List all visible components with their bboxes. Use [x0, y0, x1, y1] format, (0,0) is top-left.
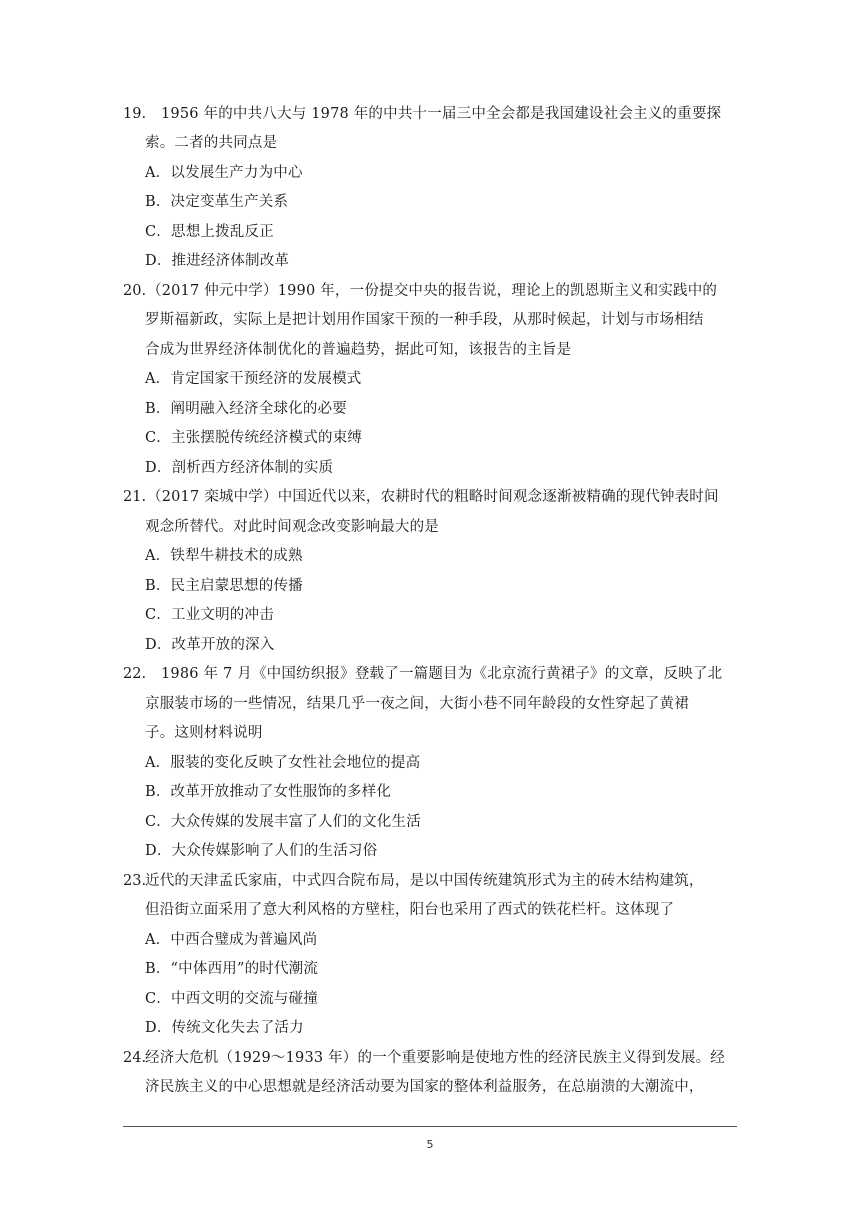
question-stem-line: 济民族主义的中心思想就是经济活动要为国家的整体利益服务，在总崩溃的大潮流中，	[145, 1079, 704, 1095]
option-b: B．“中体西用”的时代潮流	[145, 961, 319, 977]
option-c: C．工业文明的冲击	[145, 607, 274, 623]
option-a: A．中西合璧成为普遍风尚	[145, 932, 318, 948]
option-a: A．以发展生产力为中心	[145, 165, 303, 181]
option-c: C．思想上拨乱反正	[145, 224, 274, 240]
question-stem-line: 京服装市场的一些情况，结果几乎一夜之间，大街小巷不同年龄段的女性穿起了黄裙	[145, 696, 689, 712]
question-stem-line: （2017 仲元中学）1990 年，一份提交中央的报告说，理论上的凯恩斯主义和实践中的	[147, 283, 718, 299]
question-number: 24.	[123, 1050, 147, 1066]
question-stem-line: 子。这则材料说明	[145, 725, 263, 741]
option-d: D．推进经济体制改革	[145, 253, 290, 269]
question-stem-line: 1956 年的中共八大与 1978 年的中共十一届三中全会都是我国建设社会主义的重要探	[161, 106, 722, 122]
page-number: 5	[426, 1138, 434, 1151]
question-stem-line: 1986 年 7 月《中国纺织报》登载了一篇题目为《北京流行黄裙子》的文章，反映了北	[161, 666, 723, 682]
option-b: B．阐明融入经济全球化的必要	[145, 401, 347, 417]
question-stem-line: 但沿街立面采用了意大利风格的方壁柱，阳台也采用了西式的铁花栏杆。这体现了	[145, 902, 675, 918]
question-stem-line: 索。二者的共同点是	[145, 135, 278, 151]
question-stem-line: 经济大危机（1929～1933 年）的一个重要影响是使地方性的经济民族主义得到发展。经	[145, 1050, 726, 1066]
option-d: D．剖析西方经济体制的实质	[145, 460, 334, 476]
question-stem-line: 近代的天津孟氏家庙，中式四合院布局，是以中国传统建筑形式为主的砖木结构建筑，	[145, 873, 704, 889]
option-a: A．肯定国家干预经济的发展模式	[145, 371, 362, 387]
option-d: D．传统文化失去了活力	[145, 1020, 304, 1036]
question-number: 21.	[123, 489, 147, 505]
option-d: D．改革开放的深入	[145, 637, 275, 653]
question-stem-line: （2017 栾城中学）中国近代以来，农耕时代的粗略时间观念逐渐被精确的现代钟表时间	[147, 489, 719, 505]
question-stem-line: 合成为世界经济体制优化的普遍趋势，据此可知，该报告的主旨是	[145, 342, 572, 358]
option-c: C．大众传媒的发展丰富了人们的文化生活	[145, 814, 421, 830]
question-number: 19.	[123, 106, 147, 122]
question-number: 23.	[123, 873, 147, 889]
option-d: D．大众传媒影响了人们的生活习俗	[145, 843, 378, 859]
option-c: C．主张摆脱传统经济模式的束缚	[145, 430, 363, 446]
question-number: 22.	[123, 666, 147, 682]
option-b: B．决定变革生产关系	[145, 194, 289, 210]
question-stem-line: 观念所替代。对此时间观念改变影响最大的是	[145, 519, 439, 535]
option-b: B．改革开放推动了女性服饰的多样化	[145, 784, 392, 800]
option-b: B．民主启蒙思想的传播	[145, 578, 303, 594]
question-stem-line: 罗斯福新政，实际上是把计划用作国家干预的一种手段，从那时候起，计划与市场相结	[145, 312, 704, 328]
footer-divider	[123, 1126, 737, 1127]
option-a: A．服装的变化反映了女性社会地位的提高	[145, 755, 421, 771]
option-c: C．中西文明的交流与碰撞	[145, 991, 318, 1007]
option-a: A．铁犁牛耕技术的成熟	[145, 548, 303, 564]
question-number: 20.	[123, 283, 147, 299]
